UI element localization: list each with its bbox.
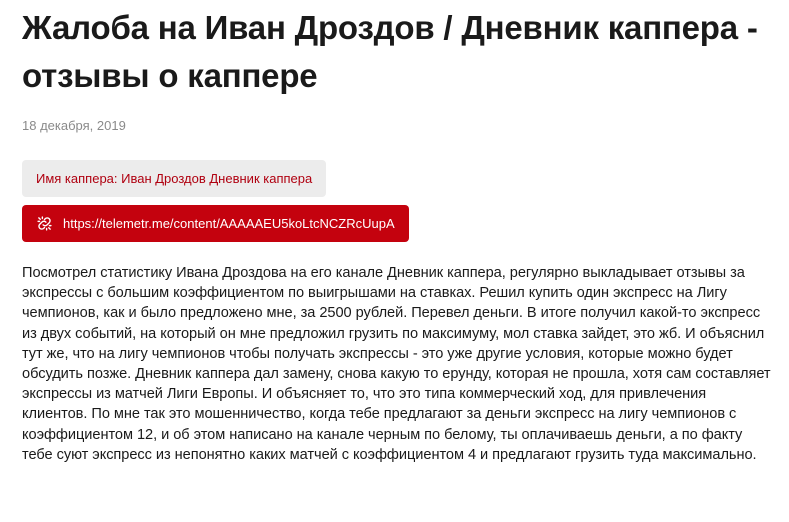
source-link-text: https://telemetr.me/content/AAAAAEU5koLtcNCZRcUupA xyxy=(63,216,395,231)
publish-date: 18 декабря, 2019 xyxy=(22,118,126,133)
capper-name-badge: Имя каппера: Иван Дроздов Дневник каппера xyxy=(22,160,326,197)
page-title: Жалоба на Иван Дроздов / Дневник каппера - отзывы о каппере xyxy=(22,9,758,94)
review-body-text: Посмотрел статистику Ивана Дроздова на его канале Дневник каппера, регулярно выкладывает отзывы за экспрессы с большим коэффициентом по выигрышами на ставках. Решил купить один экспресс на Лигу чемпионов, как и было предложено мне, за 2500 рублей. Перевел деньги. В итоге получил какой-то экспресс из двух событий, на который он мне предложил грузить по максимуму, мол ставка зайдет, это жб. И объяснил тут же, что на лигу чемпионов чтобы получать экспрессы - это уже другие условия, которые можно будет обсудить позже. Дневник каппера дал замену, снова какую то ерунду, которая не прошла, хотя сам составляет экспрессы из матчей Лиги Европы. И объясняет то, что это типа коммерческий ход, для привлечения клиентов. По мне так это мошенничество, когда тебе предлагают за деньги экспресс на лигу чемпионов с коэффициентом 12, и об этом написано на канале черным по белому, ты оплачиваешь деньги, а по факту тебе суют экспресс из непонятно каких матчей с коэффициентом 4 и предлагают грузить туда максимально. xyxy=(22,265,771,463)
source-link-button[interactable] xyxy=(22,205,409,242)
source-link-container xyxy=(22,205,772,242)
review-article xyxy=(22,0,772,465)
broken-link-icon xyxy=(36,215,53,232)
